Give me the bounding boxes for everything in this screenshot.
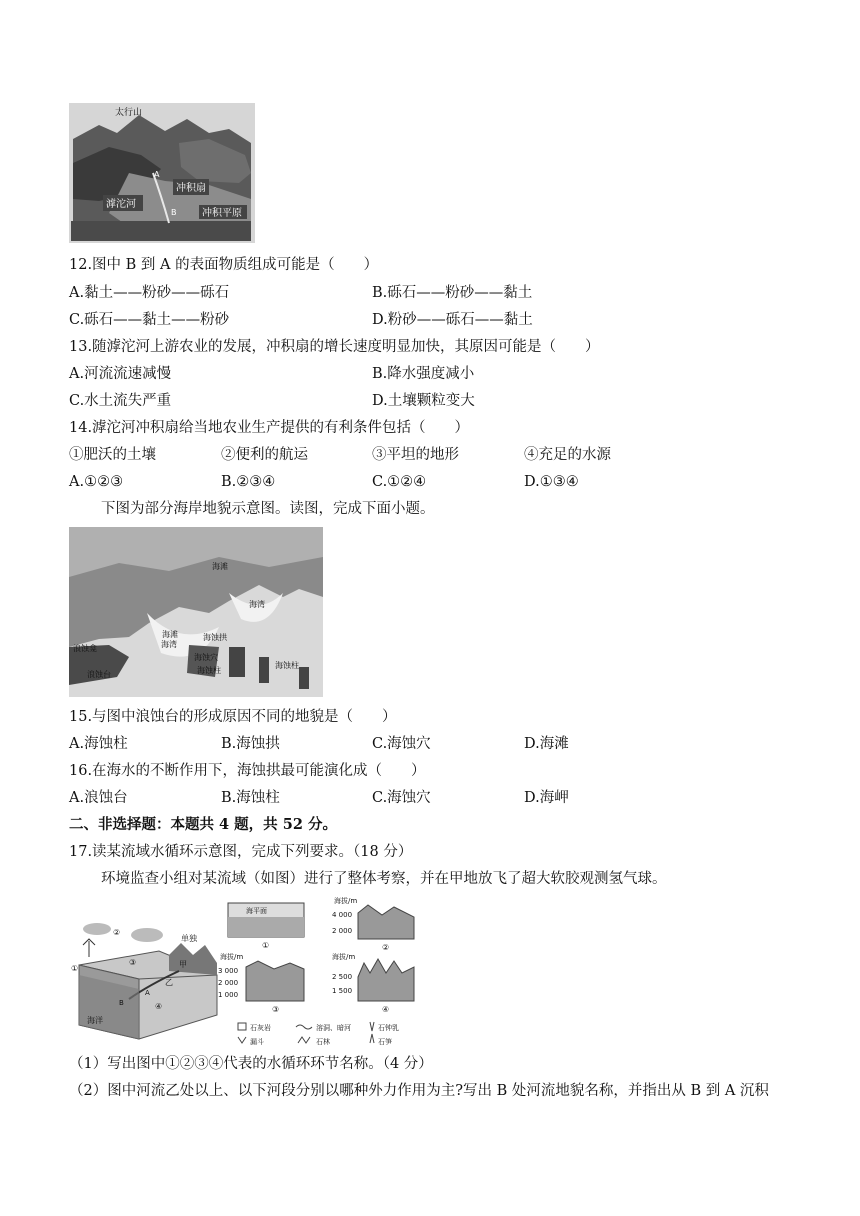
q12-option-c: C.砾石——黏土——粉砂 [69,312,230,328]
fig1-label-plain: 冲积平原 [202,208,242,219]
q12-option-a: A.黏土——粉砂——砾石 [69,285,230,301]
q14-item-3: ③平坦的地形 [372,447,459,463]
fig4-label-2000a: 2 000 [332,927,353,935]
q12-option-d: D.粉砂——砾石——黏土 [372,312,533,328]
fig4-label-4000: 4 000 [332,911,353,919]
fig3-label-a: A [145,989,150,997]
legend-stalagmite: 石笋 [378,1038,392,1046]
q14-option-a: A.①②③ [69,474,124,490]
fig4-label-alt-2: 海拔/m [220,953,244,961]
q13-option-a: A.河流流速减慢 [69,366,172,382]
q17-intro: 环境监查小组对某流域（如图）进行了整体考察，并在甲地放飞了超大软胶观测氢气球。 [101,871,667,887]
fig3-label-b: B [119,999,124,1007]
fig2-label-stack-2: 海蚀柱 [275,661,299,670]
fig4-label-panel-3: ③ [272,1005,280,1014]
fig1-label-river: 滹沱河 [106,199,136,210]
q16-stem: 16.在海水的不断作用下，海蚀拱最可能演化成（ ） [69,763,426,779]
q13-option-b: B.降水强度减小 [372,366,475,382]
legend-limestone: 石灰岩 [250,1024,271,1032]
fig2-label-beach-1: 海滩 [212,562,228,571]
section-heading-nonchoice: 二、非选择题：本题共 4 题，共 52 分。 [69,816,337,833]
fig2-label-cave: 海蚀穴 [194,653,218,662]
q13-stem: 13.随滹沱河上游农业的发展，冲积扇的增长速度明显加快，其原因可能是（ ） [69,339,600,355]
q13-option-d: D.土壤颗粒变大 [372,393,475,409]
q17-stem: 17.读某流域水循环示意图，完成下列要求。（18 分） [69,844,413,860]
legend-sinkhole: 漏斗 [250,1038,264,1046]
fig2-label-notch: 浪蚀龛 [73,644,97,653]
q13-option-c: C.水土流失严重 [69,393,172,409]
fig4-label-1000: 1 000 [218,991,239,999]
fig2-label-bay-2: 海湾 [161,640,177,649]
q12-stem: 12.图中 B 到 A 的表面物质组成可能是（ ） [69,257,379,273]
fig3-label-dandu: 单独 [181,934,197,943]
q14-stem: 14.滹沱河冲积扇给当地农业生产提供的有利条件包括（ ） [69,420,470,436]
q15-option-a: A.海蚀柱 [69,736,128,752]
fig4-label-alt-3: 海拔/m [332,953,356,961]
fig1-label-b: B [171,208,177,217]
passage-intro-coast: 下图为部分海岸地貌示意图。读图，完成下面小题。 [101,501,435,517]
q14-item-2: ②便利的航运 [221,447,308,463]
q15-stem: 15.与图中浪蚀台的形成原因不同的地貌是（ ） [69,709,397,725]
q16-option-d: D.海岬 [524,790,569,806]
legend-stone-forest: 石林 [316,1038,330,1046]
q14-option-c: C.①②④ [372,474,427,490]
q14-option-b: B.②③④ [221,474,276,490]
fig4-label-panel-4: ④ [382,1005,390,1014]
alluvial-fan-figure [69,103,255,243]
q14-option-d: D.①③④ [524,474,579,490]
fig2-label-beach-2: 海滩 [162,630,178,639]
fig3-label-4: ④ [155,1002,163,1011]
fig3-label-yi: 乙 [165,978,173,987]
fig2-label-stack-1: 海蚀柱 [197,666,221,675]
fig4-label-alt-1: 海拔/m [334,897,358,905]
fig4-label-panel-2: ② [382,943,390,952]
fig2-label-arch: 海蚀拱 [203,633,227,642]
fig1-label-taihang: 太行山 [115,108,143,118]
q16-option-b: B.海蚀柱 [221,790,280,806]
fig2-label-platform: 浪蚀台 [87,670,111,679]
fig3-label-ocean: 海洋 [87,1016,103,1025]
fig3-label-jia: 甲 [179,960,187,969]
legend-stalactite: 石钟乳 [378,1024,399,1032]
fig3-label-1: ① [71,964,79,973]
water-cycle-figure [69,915,219,1045]
fig1-label-a: A [154,170,160,179]
legend-cave-river: 溶洞、暗河 [316,1024,351,1032]
fig4-label-1500: 1 500 [332,987,353,995]
q15-option-c: C.海蚀穴 [372,736,431,752]
q12-option-b: B.砾石——粉砂——黏土 [372,285,533,301]
fig4-label-2000b: 2 000 [218,979,239,987]
fig1-label-fan: 冲积扇 [176,183,206,194]
fig4-label-2500: 2 500 [332,973,353,981]
fig2-label-bay-1: 海湾 [249,600,265,609]
q17-sub-2: （2）图中河流乙处以上、以下河段分别以哪种外力作用为主?写出 B 处河流地貌名称，并指出从 B 到 A 沉积 [69,1083,769,1099]
q14-item-4: ④充足的水源 [524,447,611,463]
fig3-label-3: ③ [129,958,137,967]
q14-item-1: ①肥沃的土壤 [69,447,156,463]
fig3-label-2: ② [113,928,121,937]
fig4-label-sealevel: 海平面 [246,907,267,915]
coastal-landforms-figure [69,527,323,697]
q16-option-a: A.浪蚀台 [69,790,128,806]
fig4-label-3000: 3 000 [218,967,239,975]
q15-option-d: D.海滩 [524,736,569,752]
q17-sub-1: （1）写出图中①②③④代表的水循环环节名称。（4 分） [69,1056,433,1072]
q16-option-c: C.海蚀穴 [372,790,431,806]
karst-landforms-figure [218,893,438,1063]
q15-option-b: B.海蚀拱 [221,736,280,752]
fig4-label-panel-1: ① [262,941,270,950]
